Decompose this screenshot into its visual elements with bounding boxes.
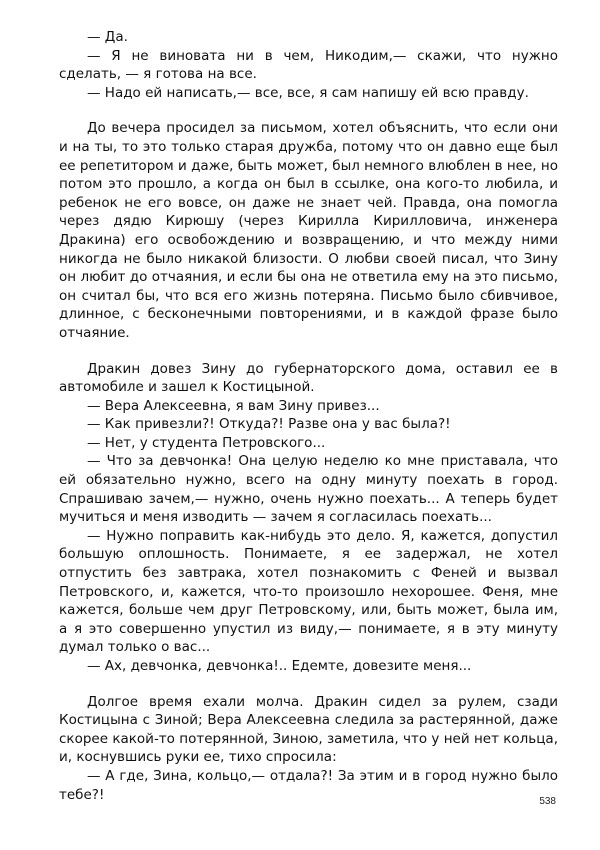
paragraph: — А где, Зина, кольцо,— отдала?! За этим и в город нужно было тебе?! <box>59 767 558 803</box>
paragraph: — Надо ей написать,— все, все, я сам напишу ей всю правду. <box>87 84 529 101</box>
paragraph: Дракин довез Зину до губернаторского дома, оставил ее в автомобиле и зашел к Костицыной. <box>59 360 558 396</box>
paragraph: — Нужно поправить как-нибудь это дело. Я, кажется, допустил большую оплошность. Понимаете, я ее задержал, не хотел отпустить без завтрака, хотел познакомить с Феней и вызвал Петровского, и, кажется, что-то произошло нехорошее. Феня, мне кажется, больше чем друг Петровскому, или, быть может, была им, а я это совершенно упустил из виду,— понимаете, я в эту минуту думал только о вас... <box>59 527 558 656</box>
paragraph: — Что за девчонка! Она целую неделю ко мне приставала, что ей обязательно нужно, всего на одну минуту поехать в город. Спрашиваю зачем,— нужно, очень нужно поехать... А теперь будет мучиться и меня изводить — зачем я согласилась поехать... <box>59 453 558 526</box>
paragraph: — Да. <box>87 29 128 45</box>
paragraph: — Вера Алексеевна, я вам Зину привез... <box>87 397 380 414</box>
paragraph: До вечера просидел за письмом, хотел объяснить, что если они и на ты, то это только старая дружба, потому что он давно еще был ее репетитором и даже, быть может, был немного влюблен в нее, но потом это прошло, а когда он был в ссылке, она кого-то любила, и ребенок не его вовсе, он даже не знает чей. Правда, она помогла через дядю Кирюшу (через Кирилла Кирилловича, инженера Дракина) его освобождению и возвращению, и что между ними никогда не было никакой близости. О любви своей писал, что Зину он любит до отчаяния, и если бы она не ответила ему на это письмо, он считал бы, что вся его жизнь потеряна. Письмо было сбивчивое, длинное, с бесконечными повторениями, и в каждой фразе было отчаяние. <box>59 120 558 341</box>
page-number: 538 <box>539 796 556 807</box>
paragraph: Долгое время ехали молча. Дракин сидел за рулем, сзади Костицына с Зиной; Вера Алексеевна следила за растерянной, даже скорее какой-то потерянной, Зиною, заметила, что у ней нет кольца, и, коснувшись руки ее, тихо спросила: <box>59 693 558 766</box>
paragraph: — Как привезли?! Откуда?! Разве она у вас была?! <box>87 416 451 433</box>
paragraph: — Ах, девчонка, девчонка!.. Едемте, довезите меня... <box>87 658 472 674</box>
paragraph: — Нет, у студента Петровского... <box>87 434 326 451</box>
page-text-body <box>59 28 558 804</box>
paragraph: — Я не виновата ни в чем, Никодим,— скажи, что нужно сделать, — я готова на все. <box>59 47 558 83</box>
